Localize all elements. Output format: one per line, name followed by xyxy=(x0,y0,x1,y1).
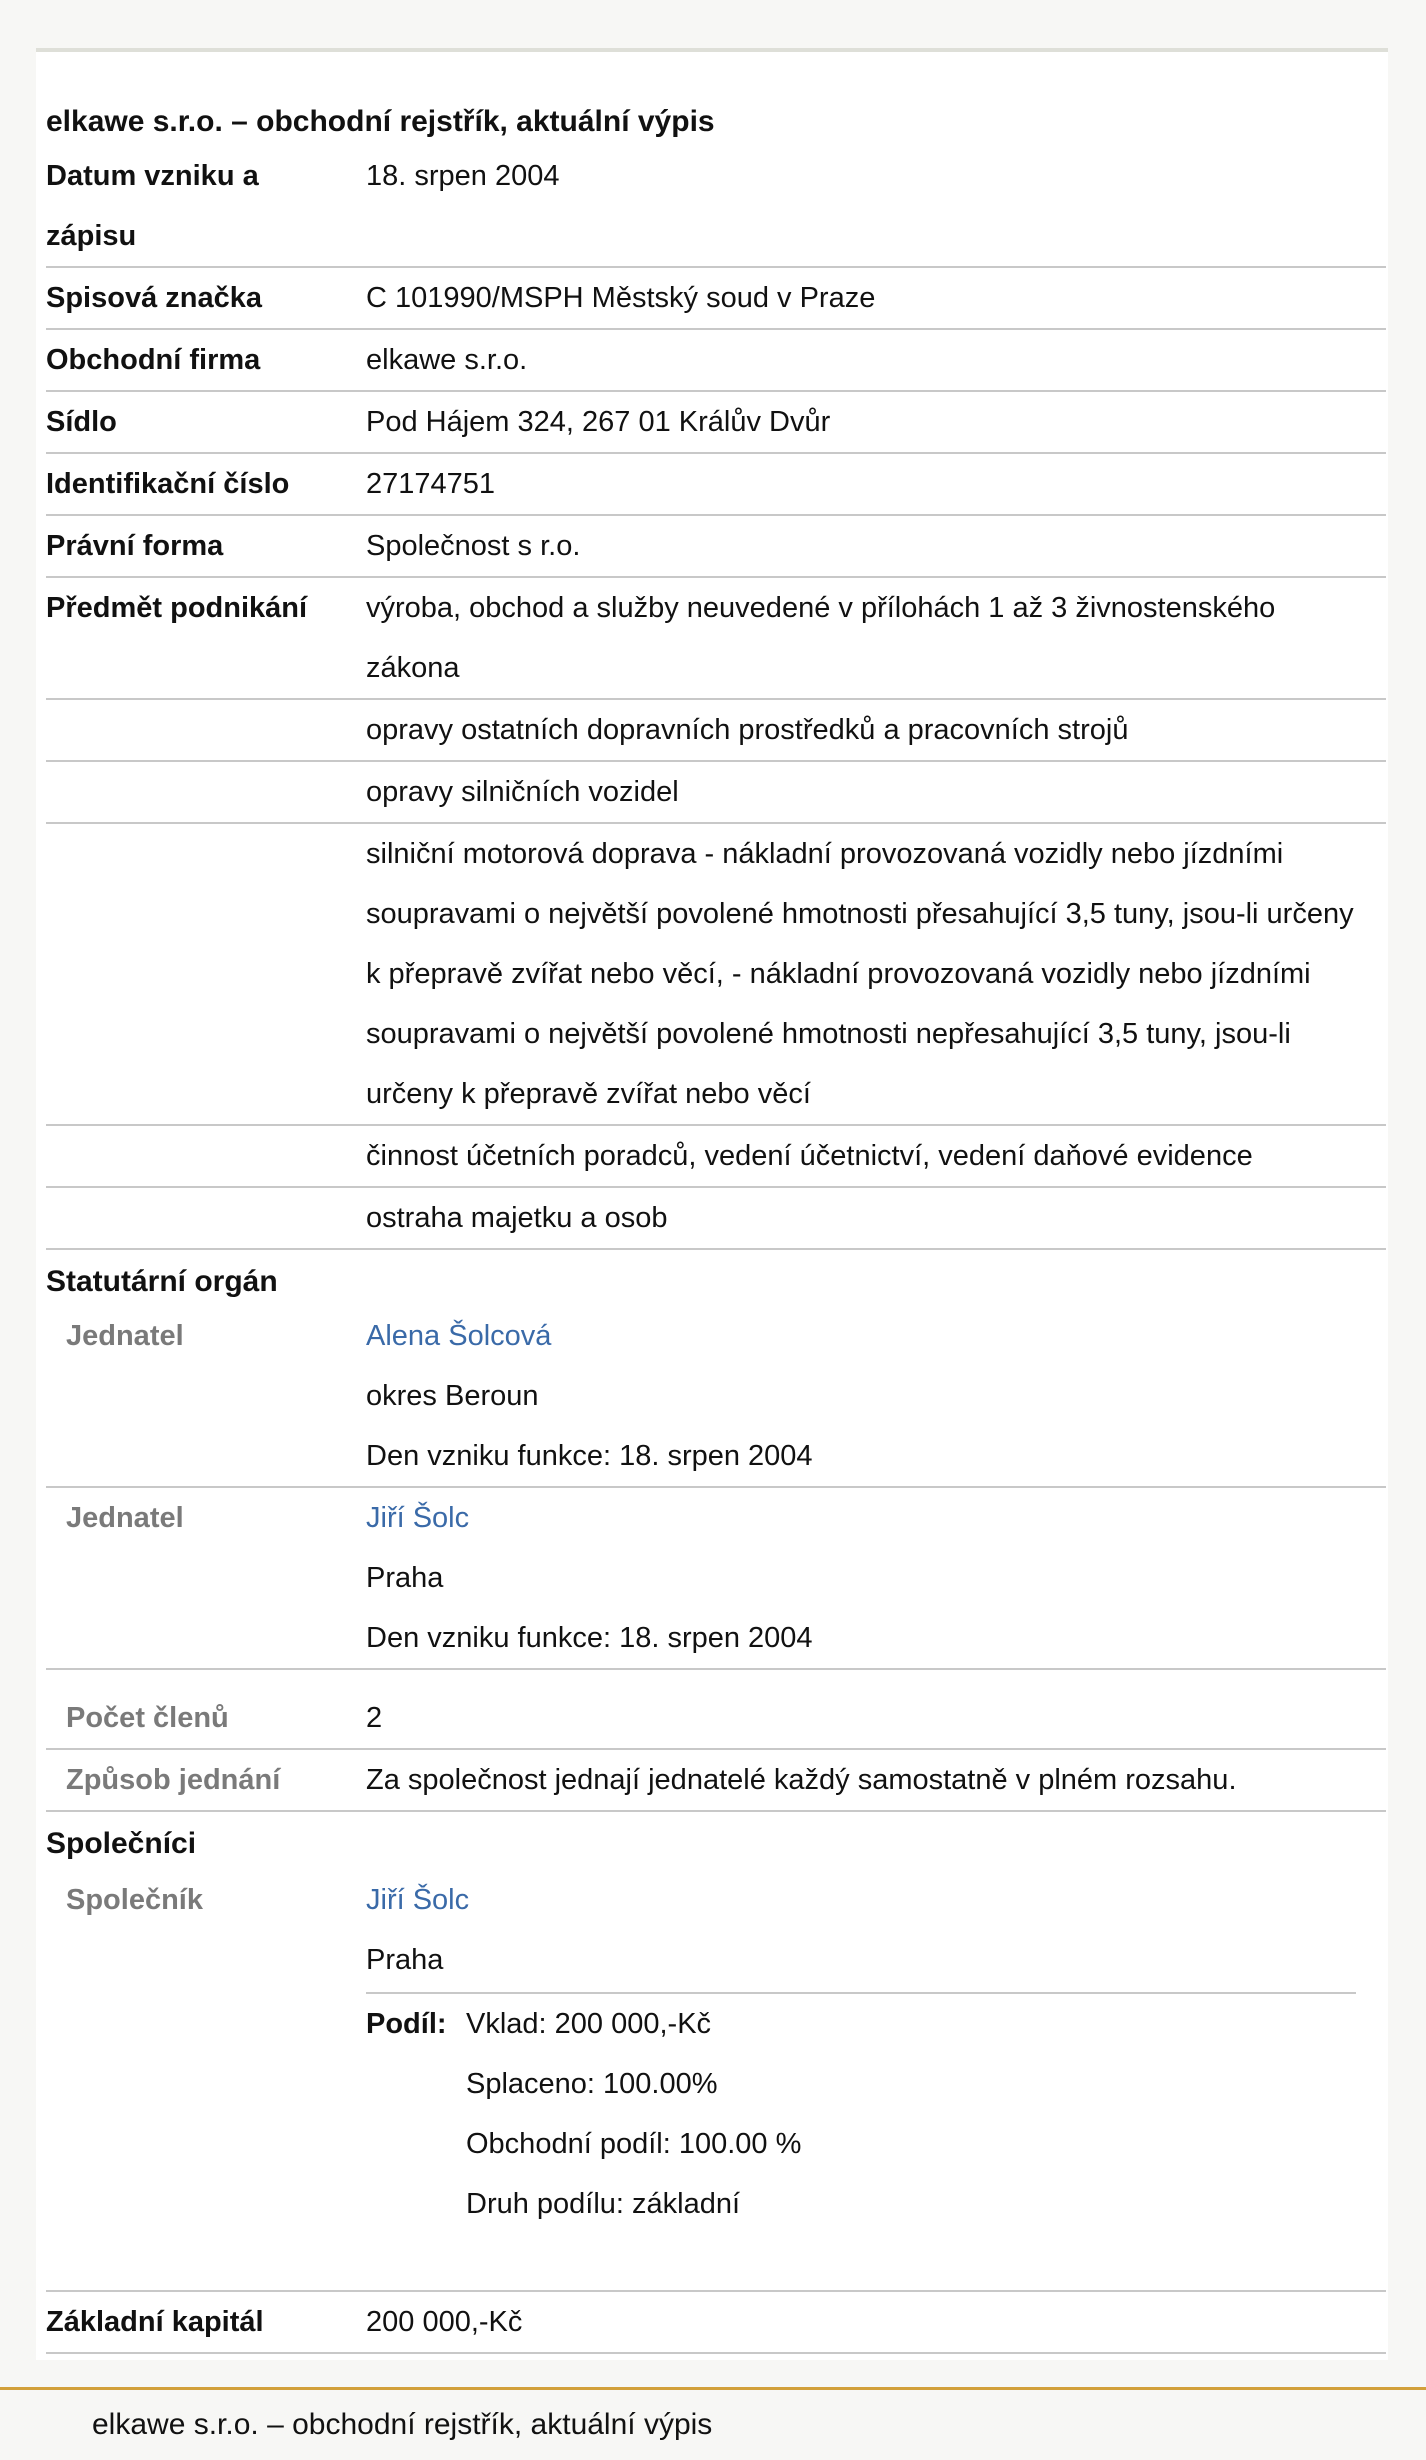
page-title: elkawe s.r.o. – obchodní rejstřík, aktuální výpis xyxy=(46,105,715,138)
jednatel-details xyxy=(366,1306,1376,1486)
label-obchodni-firma: Obchodní firma xyxy=(46,344,261,376)
row-obchodni-firma xyxy=(46,330,1386,392)
section-heading-spolecnici: Společníci xyxy=(46,1827,197,1860)
spolecnik-name-link[interactable]: Jiří Šolc xyxy=(366,1884,470,1916)
section-heading-statutarni-organ: Statutární orgán xyxy=(46,1265,278,1298)
jednatel-place: Praha xyxy=(366,1562,444,1594)
value-predmet-item: činnost účetních poradců, vedení účetnictví, vedení daňové evidence xyxy=(366,1140,1253,1172)
value-pocet-clenu: 2 xyxy=(366,1702,383,1734)
jednatel-since: Den vzniku funkce: 18. srpen 2004 xyxy=(366,1440,813,1472)
label-predmet-podnikani: Předmět podnikání xyxy=(46,592,308,624)
row-predmet-item xyxy=(46,700,1386,762)
jednatel-name-link[interactable]: Jiří Šolc xyxy=(366,1502,470,1534)
spolecnik-details xyxy=(366,1870,1376,1990)
row-predmet-item xyxy=(46,824,1386,1126)
row-datum-vzniku xyxy=(46,146,1386,268)
label-pravni-forma: Právní forma xyxy=(46,530,224,562)
row-predmet-podnikani xyxy=(46,578,1386,700)
value-predmet-item: silniční motorová doprava - nákladní provozovaná vozidly nebo jízdními soupravami o největší povolené hmotnosti přesahující 3,5 tuny, jsou-li určeny k přepravě zvířat nebo věcí, - nákladní provozovaná vozidly nebo jízdními soupravami o největší povolené hmotnosti nepřesahující 3,5 tuny, jsou-li určeny k přepravě zvířat nebo věcí xyxy=(366,838,1354,1110)
label-zakladni-kapital: Základní kapitál xyxy=(46,2306,264,2338)
podil-splaceno: Splaceno: 100.00% xyxy=(466,2068,718,2100)
footer-divider xyxy=(0,2387,1426,2390)
jednatel-details xyxy=(366,1488,1376,1668)
row-sidlo xyxy=(46,392,1386,454)
jednatel-name-link[interactable]: Alena Šolcová xyxy=(366,1320,552,1352)
row-jednatel xyxy=(46,1488,1386,1670)
row-zpusob-jednani xyxy=(46,1750,1386,1812)
row-predmet-item xyxy=(46,1126,1386,1188)
value-spisova-znacka: C 101990/MSPH Městský soud v Praze xyxy=(366,282,876,314)
row-jednatel xyxy=(46,1306,1386,1488)
spolecnik-place: Praha xyxy=(366,1944,444,1976)
label-sidlo: Sídlo xyxy=(46,406,117,438)
label-podil: Podíl: xyxy=(366,2008,447,2040)
row-spisova-znacka xyxy=(46,268,1386,330)
value-predmet-item: opravy silničních vozidel xyxy=(366,776,679,808)
row-zakladni-kapital xyxy=(46,2292,1386,2354)
value-zakladni-kapital: 200 000,-Kč xyxy=(366,2306,523,2338)
value-sidlo: Pod Hájem 324, 267 01 Králův Dvůr xyxy=(366,406,831,438)
label-jednatel: Jednatel xyxy=(66,1320,184,1352)
label-datum-vzniku: Datum vzniku a zápisu xyxy=(46,160,259,252)
row-spolecnik xyxy=(46,1870,1386,2292)
podil-vklad: Vklad: 200 000,-Kč xyxy=(466,2008,712,2040)
row-pocet-clenu xyxy=(46,1688,1386,1750)
label-spolecnik: Společník xyxy=(66,1884,203,1916)
value-identifikacni-cislo: 27174751 xyxy=(366,468,496,500)
podil-obchodni: Obchodní podíl: 100.00 % xyxy=(466,2128,802,2160)
value-predmet-item: opravy ostatních dopravních prostředků a pracovních strojů xyxy=(366,714,1129,746)
jednatel-place: okres Beroun xyxy=(366,1380,539,1412)
register-extract-card xyxy=(36,48,1388,2360)
label-pocet-clenu: Počet členů xyxy=(66,1702,229,1734)
label-identifikacni-cislo: Identifikační číslo xyxy=(46,468,290,500)
value-obchodni-firma: elkawe s.r.o. xyxy=(366,344,528,376)
value-predmet-item: výroba, obchod a služby neuvedené v přílohách 1 až 3 živnostenského zákona xyxy=(366,592,1276,684)
row-pravni-forma xyxy=(46,516,1386,578)
jednatel-since: Den vzniku funkce: 18. srpen 2004 xyxy=(366,1622,813,1654)
podil-druh: Druh podílu: základní xyxy=(466,2188,741,2220)
label-zpusob-jednani: Způsob jednání xyxy=(66,1764,281,1796)
value-datum-vzniku: 18. srpen 2004 xyxy=(366,160,560,192)
row-predmet-item xyxy=(46,1188,1386,1250)
value-pravni-forma: Společnost s r.o. xyxy=(366,530,581,562)
value-zpusob-jednani: Za společnost jednají jednatelé každý samostatně v plném rozsahu. xyxy=(366,1764,1237,1796)
label-jednatel: Jednatel xyxy=(66,1502,184,1534)
value-predmet-item: ostraha majetku a osob xyxy=(366,1202,668,1234)
label-spisova-znacka: Spisová značka xyxy=(46,282,262,314)
footer-title: elkawe s.r.o. – obchodní rejstřík, aktuální výpis xyxy=(92,2408,713,2441)
row-identifikacni-cislo xyxy=(46,454,1386,516)
row-predmet-item xyxy=(46,762,1386,824)
